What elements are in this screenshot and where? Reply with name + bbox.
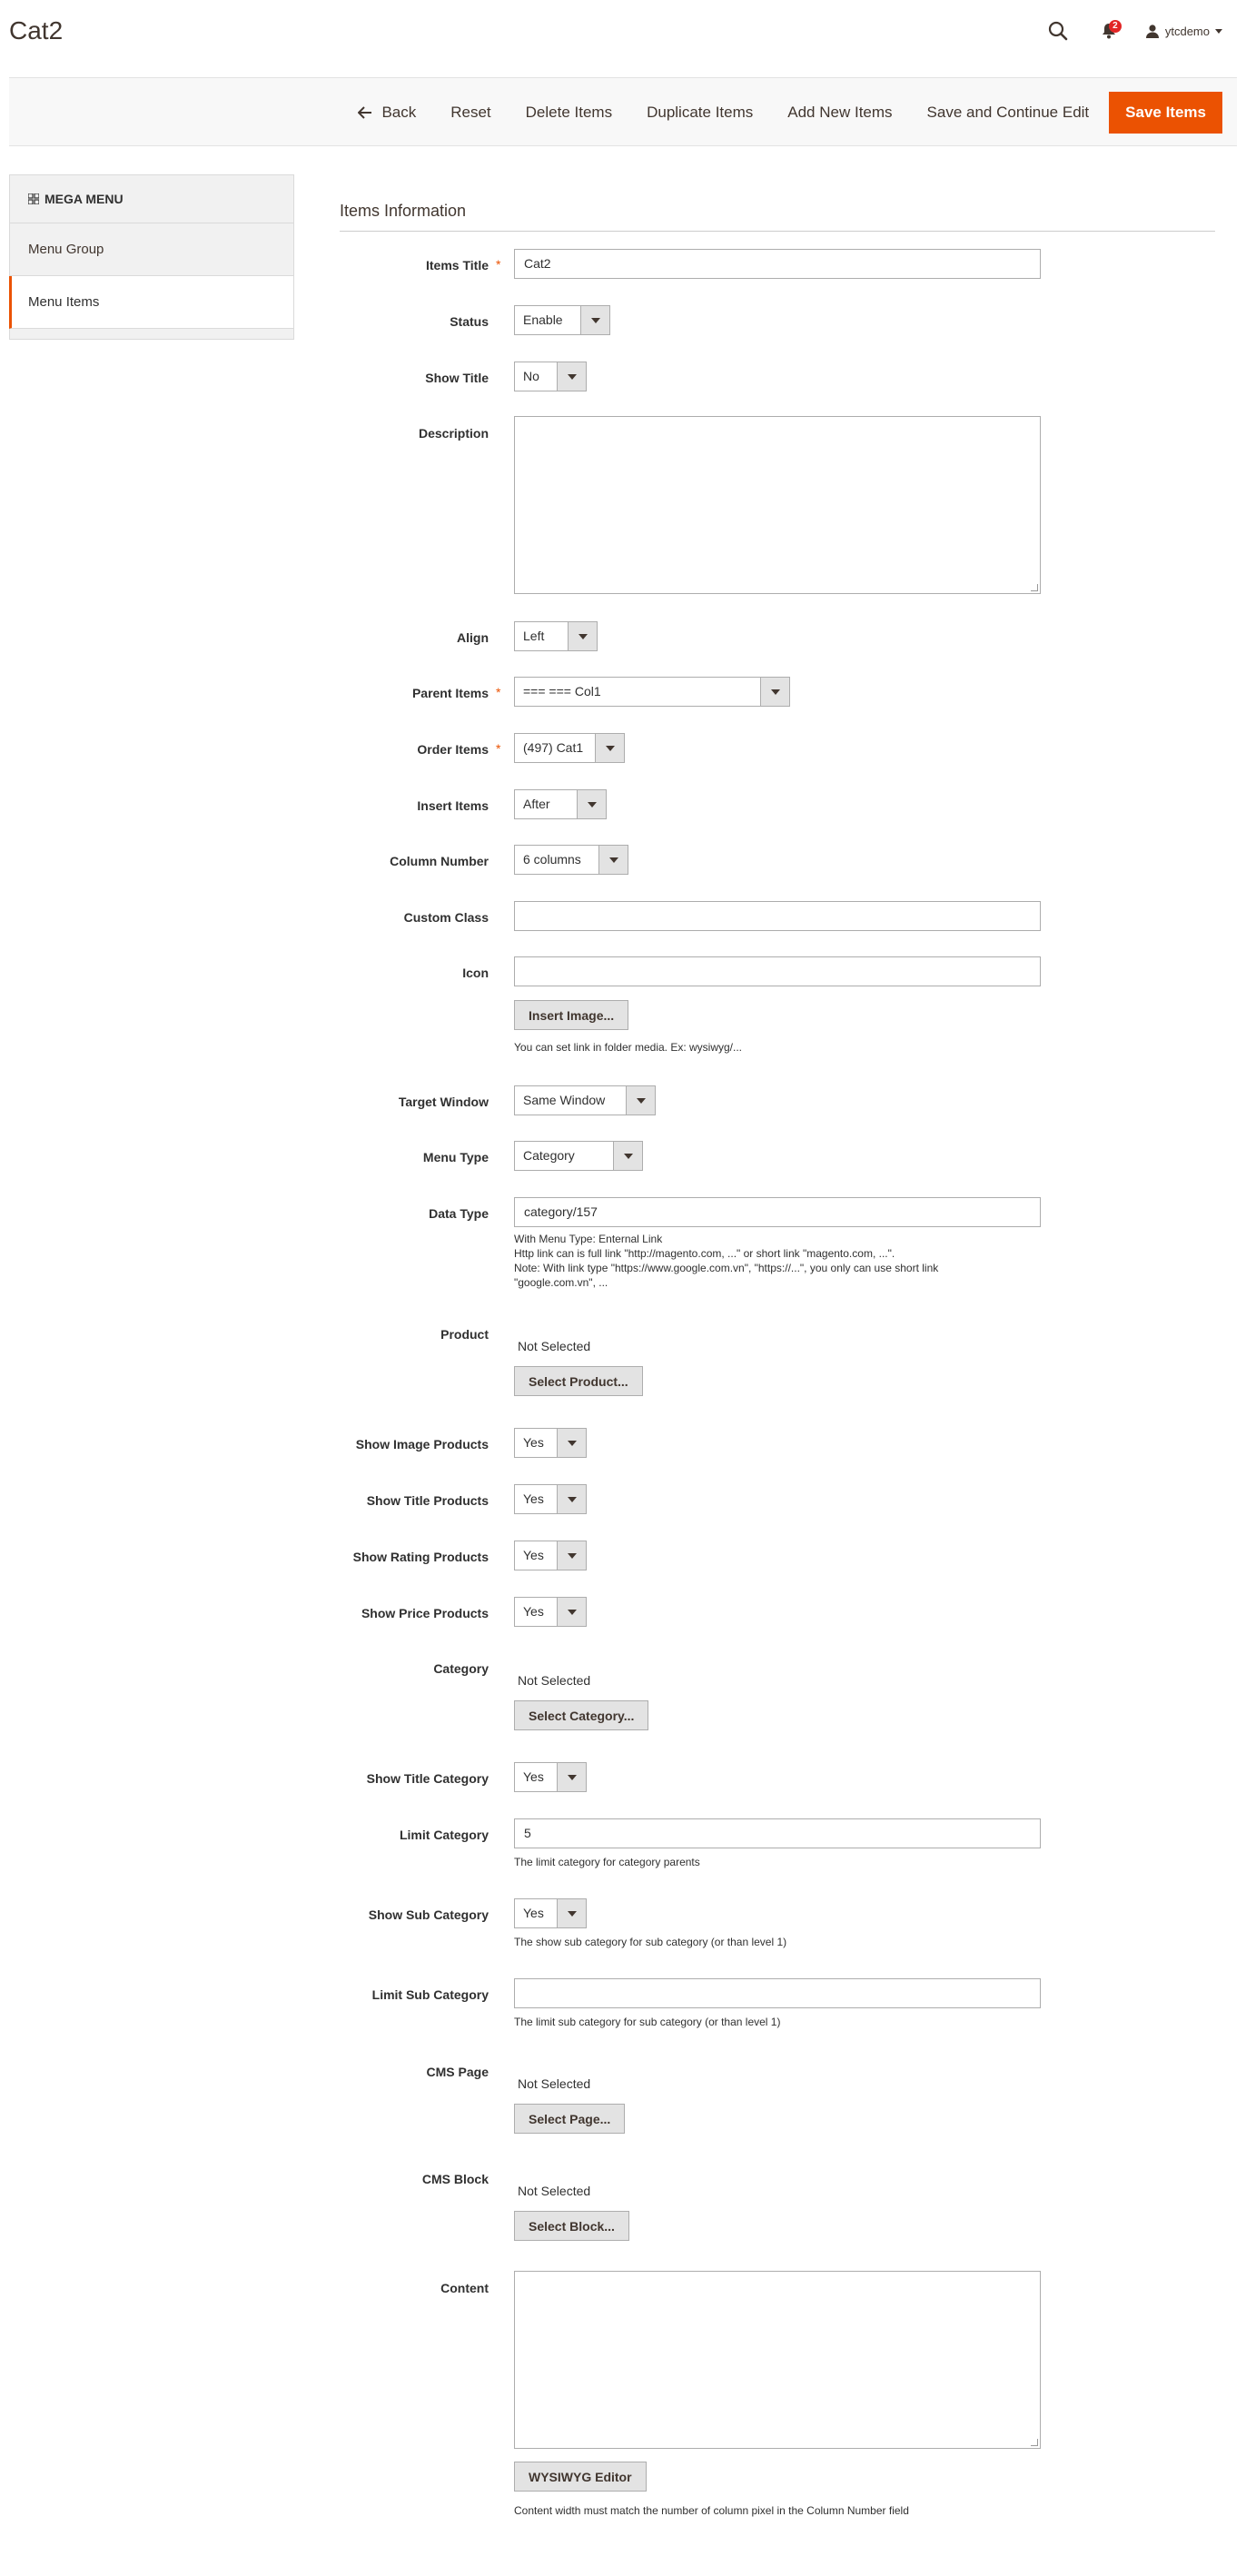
add-new-items-button[interactable]: Add New Items [773,92,906,134]
select-product-button[interactable]: Select Product... [514,1366,643,1396]
align-select[interactable] [514,621,598,651]
save-and-continue-button[interactable]: Save and Continue Edit [913,92,1104,134]
show-title-category-value: Yes [523,1769,544,1784]
header-actions [1031,16,1228,45]
show-image-products-select[interactable] [514,1428,587,1458]
limit-category-note: The limit category for category parents [514,1856,700,1868]
data-type-label: Data Type [429,1206,489,1221]
insert-items-select[interactable] [514,789,607,819]
column-number-value: 6 columns [523,852,581,867]
required-mark: * [496,741,501,756]
chevron-down-icon [1215,29,1222,34]
reset-button[interactable]: Reset [436,92,505,134]
chevron-down-icon [568,622,597,650]
align-value: Left [523,629,545,643]
limit-sub-category-input[interactable] [514,1978,1041,2008]
search-button[interactable] [1031,16,1085,45]
show-price-products-label: Show Price Products [361,1606,489,1620]
insert-items-label: Insert Items [417,798,489,813]
user-menu[interactable] [1132,16,1228,45]
data-type-note-line: With Menu Type: Enternal Link [514,1233,663,1245]
content-note: Content width must match the number of column pixel in the Column Number field [514,2504,909,2517]
chevron-down-icon [613,1142,642,1170]
user-icon [1145,24,1160,38]
target-window-label: Target Window [398,1095,489,1109]
description-row [340,416,1215,594]
order-items-value: (497) Cat1 [523,740,584,755]
resize-handle-icon[interactable] [1031,2439,1038,2446]
icon-note: You can set link in folder media. Ex: wysiwyg/... [514,1041,743,1054]
content-label: Content [440,2281,489,2295]
show-title-category-label: Show Title Category [366,1771,489,1786]
select-page-button[interactable]: Select Page... [514,2104,625,2134]
parent-items-select[interactable] [514,677,790,707]
chevron-down-icon [557,1899,586,1927]
notification-count-badge: 2 [1109,20,1122,33]
description-textarea[interactable] [514,416,1041,594]
back-button[interactable] [343,92,430,134]
chevron-down-icon [580,306,609,334]
data-type-note-line: Note: With link type "https://www.google.com.vn", "https://...", you only can use short link [514,1262,939,1274]
select-block-button[interactable]: Select Block... [514,2211,629,2241]
page-title: Cat2 [9,16,64,45]
show-price-products-select[interactable] [514,1597,587,1627]
status-value: Enable [523,312,563,327]
content-textarea[interactable] [514,2271,1041,2449]
chevron-down-icon [598,846,628,874]
custom-class-input[interactable] [514,901,1041,931]
show-image-products-label: Show Image Products [355,1437,489,1451]
show-rating-products-select[interactable] [514,1541,587,1570]
chevron-down-icon [577,790,606,818]
chevron-down-icon [557,1763,586,1791]
description-label: Description [418,426,489,441]
cms-block-label: CMS Block [421,2172,489,2186]
duplicate-items-button[interactable]: Duplicate Items [632,92,767,134]
show-title-products-label: Show Title Products [366,1493,489,1508]
menu-type-select[interactable] [514,1141,643,1171]
chevron-down-icon [557,1598,586,1626]
sidebar-title [9,174,294,223]
chevron-down-icon [557,362,586,391]
limit-category-label: Limit Category [399,1828,489,1842]
column-number-label: Column Number [390,854,489,868]
cms-page-value: Not Selected [518,2076,591,2091]
limit-category-input[interactable]: 5 [514,1818,1041,1848]
arrow-left-icon [358,106,372,119]
show-sub-category-label: Show Sub Category [368,1907,489,1922]
items-title-label: Items Title [426,258,489,272]
save-items-button[interactable]: Save Items [1109,92,1222,134]
custom-class-label: Custom Class [403,910,489,925]
chevron-down-icon [557,1541,586,1570]
status-select[interactable] [514,305,610,335]
wysiwyg-editor-button[interactable]: WYSIWYG Editor [514,2462,647,2492]
menu-type-value: Category [523,1148,575,1163]
show-sub-category-select[interactable] [514,1898,587,1928]
column-number-select[interactable] [514,845,628,875]
category-label: Category [433,1661,489,1676]
order-items-label: Order Items [417,742,489,757]
chevron-down-icon [557,1429,586,1457]
section-title: Items Information [340,202,467,220]
data-type-note-line: "google.com.vn", ... [514,1276,608,1289]
cms-page-label: CMS Page [426,2065,489,2079]
show-title-products-select[interactable] [514,1484,587,1514]
status-label: Status [450,314,489,329]
show-title-label: Show Title [425,371,489,385]
page-actions-toolbar [9,77,1237,146]
show-price-products-value: Yes [523,1604,544,1619]
icon-input[interactable] [514,956,1041,986]
order-items-select[interactable] [514,733,625,763]
limit-sub-category-label: Limit Sub Category [371,1987,489,2002]
chevron-down-icon [760,678,789,706]
show-image-products-value: Yes [523,1435,544,1450]
sidebar-title-label: MEGA MENU [44,192,124,206]
data-type-note-line: Http link can is full link "http://magento.com, ..." or short link "magento.com, ...". [514,1247,895,1260]
resize-handle-icon[interactable] [1031,584,1038,591]
select-category-button[interactable]: Select Category... [514,1700,648,1730]
chevron-down-icon [595,734,624,762]
icon-label: Icon [462,966,489,980]
parent-items-label: Parent Items [411,686,489,700]
content-row [340,2271,1215,2517]
sidebar-footer [9,329,294,340]
show-rating-products-value: Yes [523,1548,544,1562]
target-window-select[interactable] [514,1085,656,1115]
data-type-input[interactable]: category/157 [514,1197,1041,1227]
category-value: Not Selected [518,1673,591,1688]
required-mark: * [496,257,501,272]
search-icon [1048,21,1068,41]
align-label: Align [457,630,489,645]
show-title-products-value: Yes [523,1491,544,1506]
chevron-down-icon [557,1485,586,1513]
notifications-button[interactable] [1085,16,1132,45]
sidebar-item-menu-group[interactable]: Menu Group [9,223,294,276]
cms-block-value: Not Selected [518,2184,591,2198]
insert-items-value: After [523,797,550,811]
chevron-down-icon [626,1086,655,1115]
target-window-value: Same Window [523,1093,606,1107]
back-label: Back [381,104,417,121]
section-divider [340,231,1215,232]
insert-image-button[interactable]: Insert Image... [514,1000,628,1030]
grid-icon [28,193,39,204]
data-type-note [514,1232,1077,1290]
show-sub-category-value: Yes [523,1906,544,1920]
username-label: ytcdemo [1164,24,1210,38]
show-rating-products-label: Show Rating Products [352,1550,489,1564]
show-title-value: No [523,369,539,383]
show-title-select[interactable] [514,362,587,391]
delete-items-button[interactable]: Delete Items [511,92,627,134]
parent-items-value: === === Col1 [523,684,601,698]
required-mark: * [496,685,501,699]
product-value: Not Selected [518,1339,591,1353]
show-sub-category-note: The show sub category for sub category (or than level 1) [514,1936,787,1948]
items-title-input[interactable]: Cat2 [514,249,1041,279]
sidebar [9,174,294,340]
show-title-category-select[interactable] [514,1762,587,1792]
product-label: Product [440,1327,489,1342]
menu-type-label: Menu Type [422,1150,489,1164]
limit-sub-category-note: The limit sub category for sub category (or than level 1) [514,2016,781,2028]
sidebar-item-menu-items[interactable]: Menu Items [9,276,294,329]
